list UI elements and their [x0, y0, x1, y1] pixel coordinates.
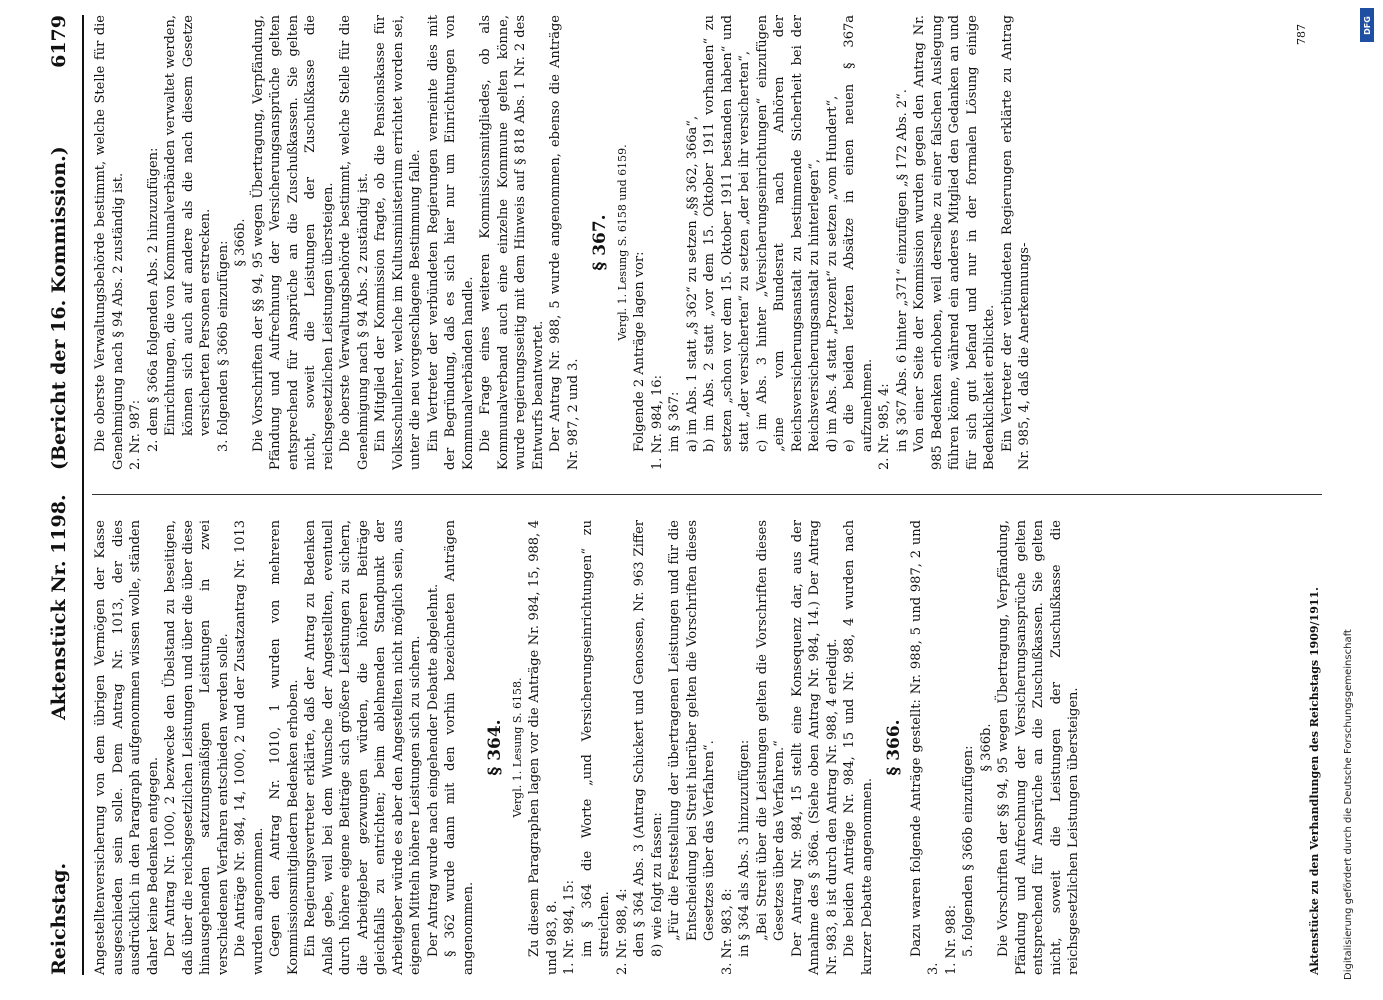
footer: Aktenstücke zu den Verhandlungen des Reichstags 1909/1911.	[1308, 587, 1321, 975]
right-paragraph: c) im Abs. 3 hinter „Versicherungseinrichtungen“ einzufügen „eine vom Bundesrat nach Anhören der Reichsversicherungsanstalt zu bestimmende Sicherheit bei der Reichsversicherungsanstalt zu hinterlegen“,	[754, 15, 822, 452]
right-paragraph: 1. Nr. 984, 16:	[649, 375, 665, 470]
left-paragraph: „Bei Streit über die Leistungen gelten die Vorschriften dieses Gesetzes über das Verfahren.“	[754, 520, 787, 941]
header-page-number: 6179	[48, 15, 70, 68]
right-paragraph: Der Antrag Nr. 988, 5 wurde angenommen, ebenso die Anträge Nr. 987, 2 und 3.	[548, 15, 581, 470]
right-paragraph: Einrichtungen, die von Kommunalverbänden verwaltet werden, können sich auch auf andere als die nach diesem Gesetze versicherten Personen erstrecken.	[163, 15, 213, 436]
left-paragraph: 5. folgenden § 366b einzufügen:	[961, 745, 976, 957]
left-paragraph: 3. Nr. 983, 8:	[719, 888, 735, 975]
left-paragraph: § 364.	[485, 719, 505, 776]
left-paragraph: Angestelltenversicherung von dem übrigen Vermögen der Kasse ausgeschieden sein solle. Dem Antrag Nr. 1013, der dies ausdrücklich in den Paragraph aufgenommen wissen wolle, ständen daher keine Bedenken entgegen.	[93, 520, 161, 975]
right-paragraph: d) im Abs. 4 statt „Prozent“ zu setzen „vom Hundert“,	[824, 95, 840, 452]
header-left: Reichstag.	[48, 862, 70, 975]
right-paragraph: § 367.	[590, 214, 610, 271]
scanned-page	[40, 15, 1340, 975]
right-paragraph: 2. Nr. 987:	[128, 399, 143, 470]
left-paragraph: in § 364 als Abs. 3 hinzuzufügen:	[737, 739, 752, 957]
right-paragraph: in § 367 Abs. 6 hinter „371“ einzufügen „§ 172 Abs. 2“.	[894, 89, 910, 452]
left-paragraph: 2. Nr. 988, 4:	[614, 888, 630, 975]
page-header	[40, 15, 84, 975]
right-paragraph: Die Frage eines weiteren Kommissionsmitgliedes, ob als Kommunalverband auch eine einzelne Kommune gelten könne, wurde regierungsseitig mit dem Hinweis auf § 818 Abs. 1 Nr. 2 des Entwurfs beantwortet.	[478, 15, 546, 470]
right-paragraph: Ein Vertreter der verbündeten Regierungen verneinte dies mit der Begründung, daß es sich hier nur um Einrichtungen von Kommunalverbänden handle.	[425, 15, 476, 470]
left-paragraph: 1. Nr. 984, 15:	[562, 880, 577, 975]
right-paragraph: 3. folgenden § 366b einzufügen:	[215, 240, 231, 452]
right-paragraph: Ein Mitglied der Kommission fragte, ob die Pensionskasse für Volksschullehrer, welche im Kultusministerium errichtet worden sei, unter die neu vorgeschlagene Bestimmung falle.	[373, 15, 423, 470]
left-paragraph: Dazu waren folgende Anträge gestellt: Nr. 988, 5 und 987, 2 und 3.	[908, 520, 941, 975]
column-divider	[92, 494, 1322, 495]
header-title: (Bericht der 16. Kommission.)	[48, 146, 70, 470]
left-paragraph: Der Antrag Nr. 1000, 2 bezwecke den Übelstand zu beseitigen, daß über die reichsgesetzlichen Leistungen und über die über diese hinausgehenden satzungsmäßigen Leistungen in zwei verschiedenen Verfahren entschieden werden solle.	[163, 520, 231, 975]
left-column	[92, 520, 1083, 975]
right-paragraph: a) im Abs. 1 statt „§ 362“ zu setzen „§§ 362, 366a“,	[684, 115, 700, 452]
right-paragraph: im § 367:	[667, 391, 682, 452]
left-paragraph: 1. Nr. 988:	[943, 904, 959, 975]
right-paragraph: Von einer Seite der Kommission wurden gegen den Antrag Nr. 985 Bedenken erhoben, weil derselbe zu einer falschen Auslegung führen könne, während ein anderes Mitglied den Gedanken an und für sich gut befand und nur in der formalen Lösung einige Bedenklichkeit erblickte.	[912, 15, 997, 470]
left-paragraph: Die beiden Anträge Nr. 984, 15 und Nr. 988, 4 wurden nach kurzer Debatte angenommen.	[842, 520, 875, 975]
right-paragraph: Folgende 2 Anträge lagen vor:	[632, 251, 647, 452]
left-paragraph: Die Anträge Nr. 984, 14, 1000, 2 und der Zusatzantrag Nr. 1013 wurden angenommen.	[233, 520, 266, 975]
left-paragraph: § 362 wurde dann mit den vorhin bezeichneten Anträgen angenommen.	[443, 520, 476, 975]
digitization-note: Digitalisierung gefördert durch die Deutsche Forschungsgemeinschaft	[1343, 629, 1354, 980]
right-paragraph: e) die beiden letzten Absätze in einen neuen § 367a aufzunehmen.	[842, 15, 875, 452]
left-paragraph: § 366.	[884, 719, 904, 776]
right-paragraph: b) im Abs. 2 statt „vor dem 15. Oktober 1911 vorhanden“ zu setzen „schon vor dem 15. Oktober 1911 bestanden haben“ und statt „der versicherten“ zu setzen „der bei ihr versicherten“,	[702, 15, 752, 452]
right-paragraph: 2. dem § 366a folgenden Abs. 2 hinzuzufügen:	[145, 147, 161, 452]
right-paragraph: Die oberste Verwaltungsbehörde bestimmt, welche Stelle für die Genehmigung nach § 94 Abs. 2 zuständig ist.	[93, 15, 126, 470]
left-paragraph: Gegen den Antrag Nr. 1010, 1 wurden von mehreren Kommissionsmitgliedern Bedenken erhoben.	[268, 520, 301, 975]
right-paragraph: 2. Nr. 985, 4:	[877, 383, 892, 470]
right-paragraph: § 366b.	[233, 218, 248, 267]
left-paragraph: § 366b.	[978, 723, 994, 772]
dfg-logo	[1360, 8, 1374, 42]
left-paragraph: Die Vorschriften der §§ 94, 95 wegen Übertragung, Verpfändung, Pfändung und Aufrechnung der Versicherungsansprüche gelten entsprechend für Ansprüche an die Zuschußkassen. Sie gelten nicht, soweit die Leistungen der Zuschußkasse die reichsgesetzlichen Leistungen übersteigen.	[996, 520, 1081, 975]
left-paragraph: Ein Regierungsvertreter erklärte, daß der Antrag zu Bedenken Anlaß gebe, weil bei dem Wunsche der Angestellten, eventuell durch höhere eigene Beiträge sich größere Leistungen zu sichern, die Arbeitgeber gezwungen würden, die höheren Beiträge gleichfalls zu entrichten; beim ablehnenden Standpunkt der Arbeitgeber würde es aber den Angestellten nicht möglich sein, aus eigenen Mitteln höhere Leistungen sich zu sichern.	[303, 520, 423, 975]
right-paragraph: Die Vorschriften der §§ 94, 95 wegen Übertragung, Verpfändung, Pfändung und Aufrechnung der Versicherungsansprüche gelten entsprechend für Ansprüche an die Zuschußkassen. Sie gelten nicht, soweit die Leistungen der Zuschußkasse die reichsgesetzlichen Leistungen übersteigen.	[250, 15, 336, 470]
left-paragraph: Der Antrag Nr. 984, 15 stellt eine Konsequenz dar, aus der Annahme des § 366a. (Siehe oben Antrag Nr. 984, 14.) Der Antrag Nr. 983, 8 ist durch den Antrag Nr. 988, 4 erledigt.	[789, 520, 840, 975]
left-paragraph: Vergl. 1. Lesung S. 6158.	[510, 677, 524, 818]
dfg-logo-text: DFG	[1362, 15, 1372, 35]
left-paragraph: Zu diesem Paragraphen lagen vor die Anträge Nr. 984, 15, 988, 4 und 983, 8.	[527, 520, 560, 975]
left-paragraph: „Für die Feststellung der übertragenen Leistungen und für die Entscheidung bei Streit hierüber gelten die Vorschriften dieses Gesetzes über das Verfahren“.	[667, 520, 717, 941]
left-paragraph: Der Antrag wurde nach eingehender Debatte abgelehnt.	[425, 583, 441, 957]
right-paragraph: Die oberste Verwaltungsbehörde bestimmt, welche Stelle für die Genehmigung nach § 94 Abs. 2 zuständig ist.	[338, 15, 371, 470]
header-rule	[82, 15, 84, 975]
page-mark: 787	[1295, 24, 1308, 45]
right-column	[92, 15, 1034, 470]
header-center: Aktenstück Nr. 1198.	[48, 494, 70, 720]
right-paragraph: Ein Vertreter der verbündeten Regierungen erklärte zu Antrag Nr. 985, 4, daß die Anerkennungs-	[999, 15, 1032, 470]
right-paragraph: Vergl. 1. Lesung S. 6158 und 6159.	[615, 144, 629, 341]
left-paragraph: im § 364 die Worte „und Versicherungseinrichtungen“ zu streichen.	[579, 520, 612, 957]
left-paragraph: den § 364 Abs. 3 (Antrag Schickert und Genossen, Nr. 963 Ziffer 8) wie folgt zu fassen:	[632, 520, 665, 957]
